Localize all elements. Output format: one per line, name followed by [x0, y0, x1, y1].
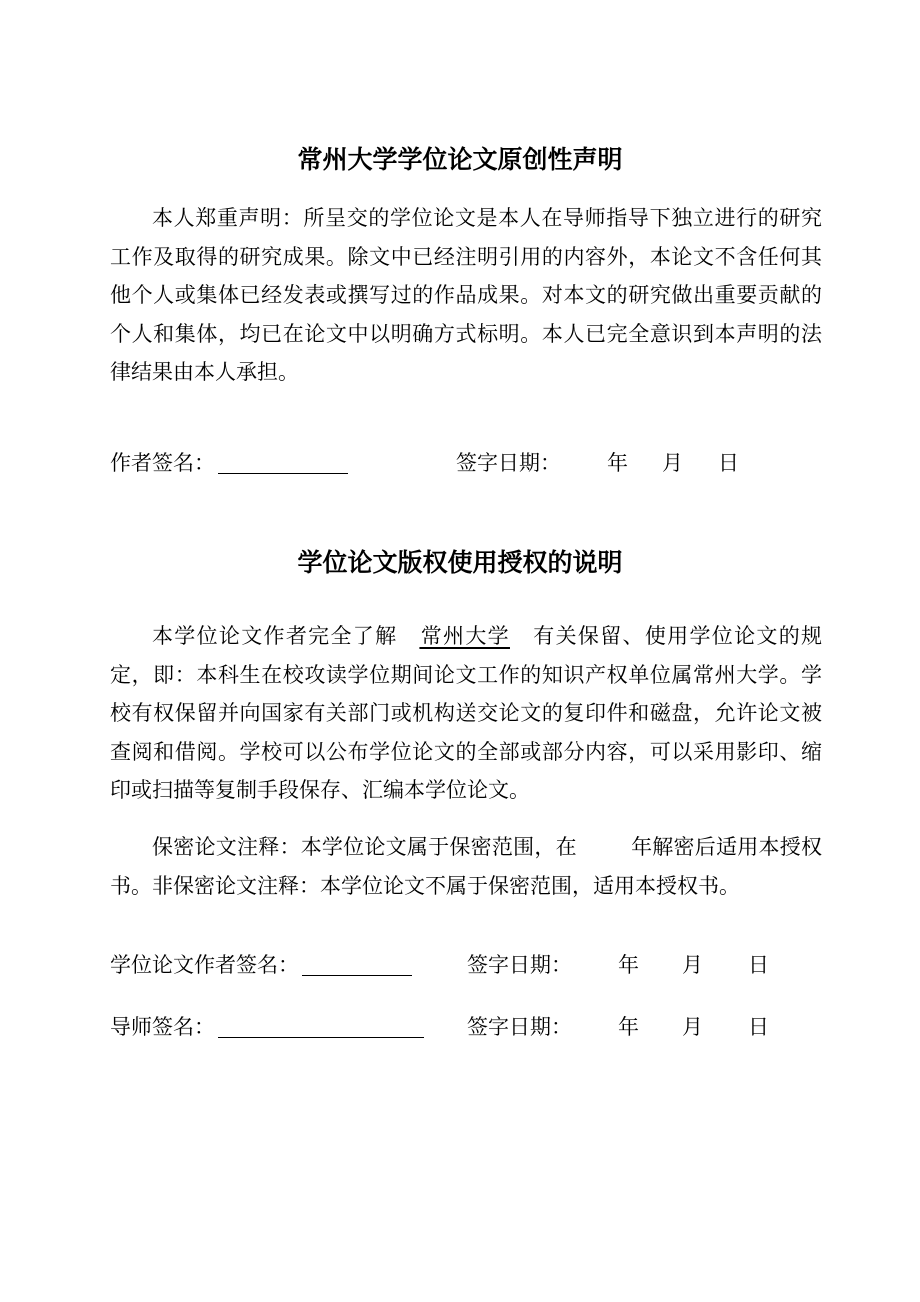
- author-signature-blank[interactable]: [218, 447, 348, 474]
- author-signature-label: 作者签名：: [110, 451, 215, 475]
- date-day-label: 日: [718, 451, 739, 475]
- copyright-authorization-body: [110, 617, 822, 810]
- author-signature-row: [110, 447, 822, 479]
- authorization-text-rest: 有关保留、使用学位论文的规定，即：本科生在校攻读学位期间论文工作的知识产权单位属常州大学。学校有权保留并向国家有关部门或机构送交论文的复印件和磁盘，允许论文被查阅和借阅。学校可以公布学位论文的全部或部分内容，可以采用影印、缩印或扫描等复制手段保存、汇编本学位论文。: [110, 624, 823, 802]
- author-date-day-label: 日: [748, 953, 769, 977]
- supervisor-date-month-label: 月: [682, 1015, 703, 1039]
- date-month-label: 月: [662, 451, 683, 475]
- authorization-text-start: 本学位论文作者完全了解: [152, 624, 398, 648]
- supervisor-date-year-label: 年: [618, 1015, 639, 1039]
- confidentiality-text-start: 保密论文注释：本学位论文属于保密范围，在: [152, 835, 577, 859]
- thesis-author-signature-blank[interactable]: [302, 949, 412, 976]
- supervisor-date-label: 签字日期：: [467, 1015, 572, 1039]
- supervisor-signature-row: [110, 1011, 822, 1043]
- university-name-underlined: 常州大学: [419, 624, 510, 648]
- author-date-month-label: 月: [682, 953, 703, 977]
- originality-declaration-body: 本人郑重声明：所呈交的学位论文是本人在导师指导下独立进行的研究工作及取得的研究成果。除文中已经注明引用的内容外，本论文不含任何其他个人或集体已经发表或撰写过的作品成果。对本文的研究做出重要贡献的个人和集体，均已在论文中以明确方式标明。本人已完全意识到本声明的法律结果由本人承担。: [110, 206, 822, 384]
- date-year-label: 年: [607, 451, 628, 475]
- copyright-authorization-title: 学位论文版权使用授权的说明: [297, 548, 623, 577]
- supervisor-signature-blank[interactable]: [218, 1011, 424, 1038]
- thesis-author-signature-label: 学位论文作者签名：: [110, 953, 299, 977]
- thesis-author-signature-row: [110, 949, 822, 981]
- confidentiality-note: [110, 828, 822, 905]
- signature-date-label: 签字日期：: [456, 451, 561, 475]
- author-date-label: 签字日期：: [467, 953, 572, 977]
- supervisor-signature-label: 导师签名：: [110, 1015, 215, 1039]
- originality-declaration-title: 常州大学学位论文原创性声明: [297, 145, 623, 174]
- supervisor-date-day-label: 日: [748, 1015, 769, 1039]
- confidentiality-text-rest: 年解密后适用本授权书。非保密论文注释：本学位论文不属于保密范围，适用本授权书。: [110, 835, 822, 898]
- author-date-year-label: 年: [618, 953, 639, 977]
